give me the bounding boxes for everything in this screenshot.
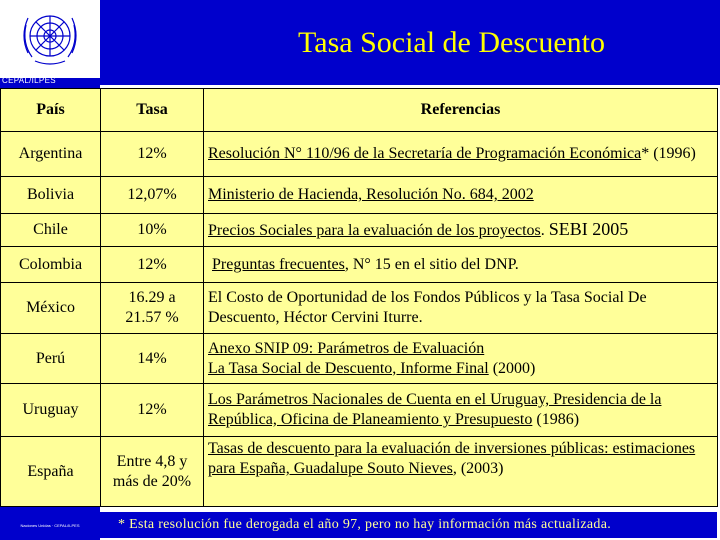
rate-line: más de 20% (112, 472, 192, 490)
reference-text: , (2003) (452, 460, 504, 477)
reference-link[interactable]: Tasas de descuento para la evaluación de inversiones públicas: estimaciones para España, Guadalupe Souto Nieves (208, 440, 696, 477)
country-cell: España (1, 437, 101, 507)
discount-rate-table (0, 88, 718, 507)
table-row (1, 283, 718, 334)
reference-link[interactable]: Ministerio de Hacienda, Resolución No. 684, 2002 (208, 186, 534, 203)
rate-cell (101, 437, 204, 507)
reference-cell (204, 214, 718, 247)
column-header-country: País (1, 89, 101, 132)
reference-extra: SEBI 2005 (548, 219, 629, 239)
country-cell: Argentina (1, 132, 101, 177)
reference-cell (204, 247, 718, 283)
table-row (1, 132, 718, 177)
page-title: Tasa Social de Descuento (298, 26, 605, 59)
reference-text: (2000) (488, 359, 536, 377)
rate-cell: 10% (101, 214, 204, 247)
country-cell: Bolivia (1, 177, 101, 214)
un-emblem-icon (10, 3, 90, 73)
reference-text: , N° 15 en el sitio del DNP. (344, 255, 519, 273)
reference-link[interactable]: Los Parámetros Nacionales de Cuenta en el Uruguay, Presidencia de la República, Oficina de Planeamiento y Presupuesto (208, 391, 662, 428)
country-cell: Perú (1, 334, 101, 384)
reference-link[interactable]: La Tasa Social de Descuento, Informe Final (208, 359, 489, 377)
reference-cell (204, 334, 718, 384)
table-row (1, 214, 718, 247)
reference-cell (204, 384, 718, 437)
reference-cell (204, 132, 718, 177)
column-header-references: Referencias (204, 89, 718, 132)
country-cell: Colombia (1, 247, 101, 283)
table-row (1, 334, 718, 384)
rate-line: Entre 4,8 y (116, 452, 188, 470)
rate-cell (101, 283, 204, 334)
table-row (1, 247, 718, 283)
rate-cell: 12% (101, 384, 204, 437)
reference-text: (1986) (532, 411, 580, 428)
reference-cell (204, 177, 718, 214)
org-label: CEPAL/ILPES (2, 76, 56, 85)
rate-cell: 12% (101, 132, 204, 177)
reference-cell (204, 437, 718, 507)
reference-text: . (540, 222, 549, 239)
rate-line: 21.57 % (125, 309, 179, 326)
table-row (1, 384, 718, 437)
reference-link[interactable]: Preguntas frecuentes (212, 255, 345, 273)
country-cell: Chile (1, 214, 101, 247)
table-row (1, 177, 718, 214)
rate-cell: 12,07% (101, 177, 204, 214)
un-logo (0, 0, 100, 78)
reference-text: * (1996) (641, 145, 696, 162)
rate-cell: 12% (101, 247, 204, 283)
footnote: * Esta resolución fue derogada el año 97, pero no hay información más actualizada. (100, 512, 717, 538)
reference-link[interactable]: Anexo SNIP 09: Parámetros de Evaluación (208, 339, 485, 357)
reference-link[interactable]: Resolución N° 110/96 de la Secretaría de Programación Económica (208, 145, 642, 162)
column-header-rate: Tasa (101, 89, 204, 132)
rate-cell: 14% (101, 334, 204, 384)
rate-line: 16.29 a (128, 289, 176, 306)
table-header-row (1, 89, 718, 132)
country-cell: México (1, 283, 101, 334)
footer-label: Naciones Unidas · CEPAL/ILPES (20, 523, 80, 528)
table-row (1, 437, 718, 507)
country-cell: Uruguay (1, 384, 101, 437)
reference-link[interactable]: Precios Sociales para la evaluación de los proyectos (208, 222, 541, 239)
reference-cell: El Costo de Oportunidad de los Fondos Públicos y la Tasa Social De Descuento, Héctor Cervini Iturre. (204, 283, 718, 334)
